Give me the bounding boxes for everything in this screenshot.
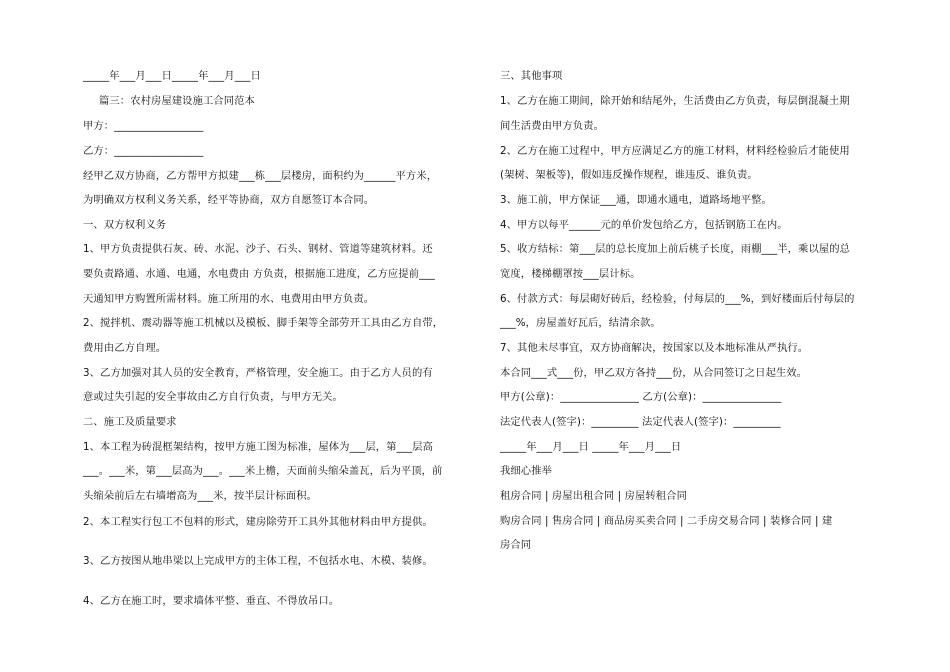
paragraph-line: 7、其他未尽事宜，双方协商解决，按国家以及本地标准从严执行。 <box>500 342 809 354</box>
paragraph-line: 要负责路通、水通、电通，水电费由 方负责，根据施工进度，乙方应提前___ <box>83 268 435 280</box>
paragraph-line: 头缩朵前后左右墙增高为___米，按半层计标面积。 <box>83 490 318 502</box>
paragraph-line: 2、本工程实行包工不包料的形式，建房除劳开工具外其他材料由甲方提供。 <box>83 516 433 528</box>
paragraph-line: 经甲乙双方协商，乙方帮甲方拟建___栋___层楼房，面积约为______平方米， <box>83 170 438 182</box>
paragraph-line: (架树、架板等)，假如违反操作规程，谁违反、谁负责。 <box>500 169 758 181</box>
paragraph-line: 4、乙方在施工时，要求墙体平整、垂直、不得放吊口。 <box>83 595 340 607</box>
heading-rights: 一、双方权利义务 <box>83 219 167 231</box>
paragraph-line: 1、甲方负责提供石灰、砖、水泥、沙子、石头、钢材、管道等建筑材料。还 <box>83 243 433 255</box>
heading-quality: 二、施工及质量要求 <box>83 416 177 428</box>
party-a-line: 甲方：_________________ <box>83 120 204 132</box>
recommend-heading: 我细心推举 <box>500 465 552 477</box>
paragraph-line: 3、施工前，甲方保证___通，即通水通电，道路场地平整。 <box>500 194 772 206</box>
paragraph-line: 4、甲方以每平______元的单价发包给乙方，包括钢筋工在内。 <box>500 219 788 231</box>
paragraph-line: 意或过失引起的安全事故由乙方自行负责，与甲方无关。 <box>83 391 343 403</box>
paragraph-line: 2、乙方在施工过程中，甲方应满足乙方的施工材料，材料经检验后才能使用 <box>500 145 850 157</box>
paragraph-line: 3、乙方加强对其人员的安全教育，严格管理，安全施工。由于乙方人员的有 <box>83 367 433 379</box>
paragraph-line: 2、搅拌机、震动器等施工机械以及模板、脚手架等全部劳开工具由乙方自带， <box>83 317 444 329</box>
paragraph-line: 天通知甲方购置所需材料。施工所用的水、电费用由甲方负责。 <box>83 293 375 305</box>
seal-line: 甲方(公章)：_______________ 乙方(公章)：_______________ <box>500 391 782 403</box>
paragraph-line: 1、本工程为砖混框架结构，按甲方施工图为标准，屋体为___层，第___层高 <box>83 441 434 453</box>
related-links[interactable]: 租房合同 | 房屋出租合同 | 房屋转租合同 <box>500 490 687 502</box>
heading-other: 三、其他事项 <box>500 70 563 82</box>
date-line: _____年___月___日 _____年___月___日 <box>500 441 682 453</box>
related-links[interactable]: 购房合同 | 售房合同 | 商品房买卖合同 | 二手房交易合同 | 装修合同 | 建 <box>500 515 833 527</box>
paragraph-line: ___。___米，第___层高为___。___米上檐，天面前头缩朵盖瓦，后为平顶，前 <box>83 465 443 477</box>
right-column <box>470 0 870 672</box>
left-column <box>0 0 444 672</box>
party-b-line: 乙方：_________________ <box>83 145 204 157</box>
paragraph-line: 为明确双方权利义务关系，经平等协商，双方自愿签订本合同。 <box>83 194 375 206</box>
paragraph-line: 宽度，楼梯棚罩按___层计标。 <box>500 268 641 280</box>
related-links[interactable]: 房合同 <box>500 539 532 551</box>
date-line: _____年___月___日_____年___月___日 <box>83 70 261 82</box>
paragraph-line: 本合同___式___份，甲乙双方各持___份，从合同签订之日起生效。 <box>500 367 808 379</box>
paragraph-line: 1、乙方在施工期间，除开始和结尾外，生活费由乙方负责，每层倒混凝土期 <box>500 95 850 107</box>
paragraph-line: 6、付款方式：每层砌好砖后，经检验，付每层的___%，到好楼面后付每层的 <box>500 293 855 305</box>
paragraph-line: 5、收方结标：第___层的总长度加上前后桃子长度，雨棚___半，乘以屋的总 <box>500 243 851 255</box>
paragraph-line: ___%，房屋盖好瓦后，结清余款。 <box>500 317 661 329</box>
paragraph-line: 间生活费由甲方负责。 <box>500 120 604 132</box>
signature-line: 法定代表人(签字)：_________ 法定代表人(签字)：_________ <box>500 416 781 428</box>
section-title: 篇三：农村房屋建设施工合同范本 <box>99 95 255 107</box>
paragraph-line: 3、乙方按图从地串梁以上完成甲方的主体工程，不包括水电、木模、装修。 <box>83 555 433 567</box>
paragraph-line: 费用由乙方自理。 <box>83 342 167 354</box>
